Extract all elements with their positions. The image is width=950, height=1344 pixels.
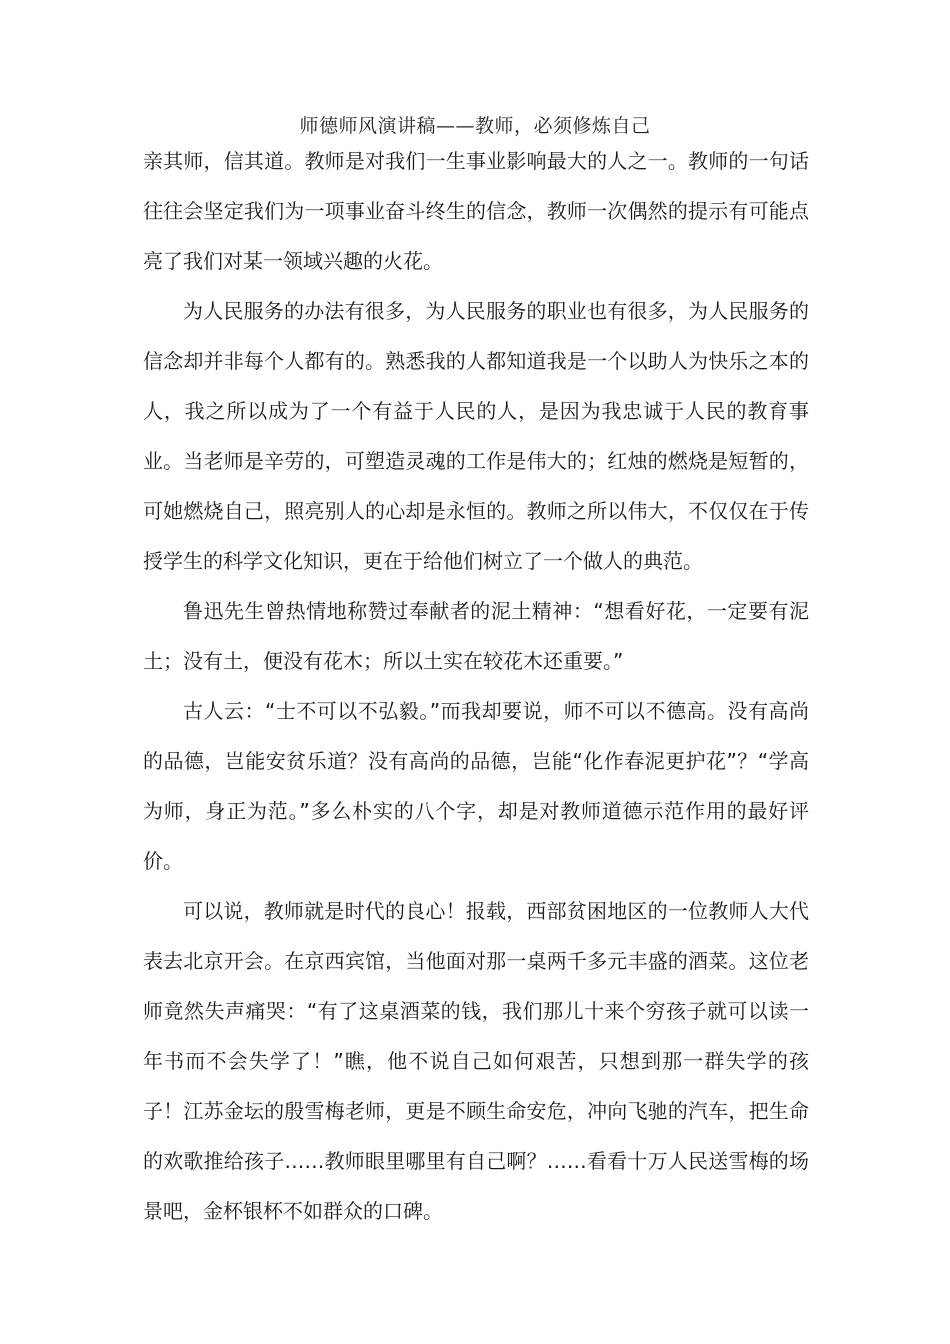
document-title: 师德师风演讲稿——教师，必须修炼自己 (299, 115, 651, 137)
paragraph-2: 为人民服务的办法有很多，为人民服务的职业也有很多，为人民服务的信念却并非每个人都有的。熟悉我的人都知道我是一个以助人为快乐之本的人，我之所以成为了一个有益于人民的人，是因为我忠诚于人民的教育事业。当老师是辛劳的，可塑造灵魂的工作是伟大的；红烛的燃烧是短暂的，可她燃烧自己，照亮别人的心却是永恒的。教师之所以伟大，不仅仅在于传授学生的科学文化知识，更在于给他们树立了一个做人的典范。 (143, 299, 809, 573)
paragraph-5: 可以说，教师就是时代的良心！报载，西部贫困地区的一位教师人大代表去北京开会。在京西宾馆，当他面对那一桌两千多元丰盛的酒菜。这位老师竟然失声痛哭：“有了这桌酒菜的钱，我们那儿十来个穷孩子就可以读一年书而不会失学了！”瞧，他不说自己如何艰苦，只想到那一群失学的孩子！江苏金坛的殷雪梅老师，更是不顾生命安危，冲向飞驰的汽车，把生命的欢歌推给孩子……教师眼里哪里有自己啊？……看看十万人民送雪梅的场景吧，金杯银杯不如群众的口碑。 (143, 899, 809, 1223)
paragraph-3: 鲁迅先生曾热情地称赞过奉献者的泥土精神：“想看好花，一定要有泥土；没有土，便没有花木；所以土实在较花木还重要。” (143, 599, 809, 673)
document-body (143, 136, 809, 1236)
paragraph-1: 亲其师，信其道。教师是对我们一生事业影响最大的人之一。教师的一句话往往会坚定我们为一项事业奋斗终生的信念，教师一次偶然的提示有可能点亮了我们对某一领域兴趣的火花。 (143, 149, 809, 273)
paragraph-4: 古人云：“士不可以不弘毅。”而我却要说，师不可以不德高。没有高尚的品德，岂能安贫乐道？没有高尚的品德，岂能“化作春泥更护花”？“学高为师，身正为范。”多么朴实的八个字，却是对教师道德示范作用的最好评价。 (143, 699, 809, 873)
